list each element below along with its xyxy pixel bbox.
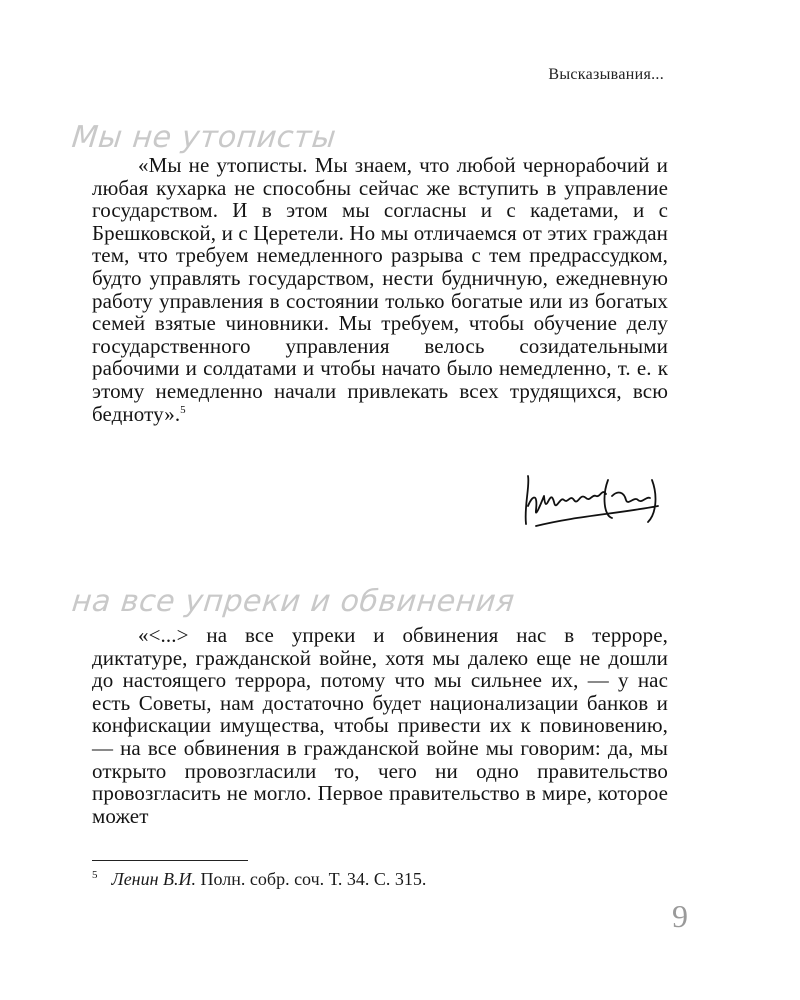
footnote-citation: Полн. собр. соч. Т. 34. С. 315.	[196, 869, 427, 889]
quote-text-1: «Мы не утописты. Мы знаем, что любой чернорабочий и любая кухарка не способны сейчас же вступить в управление государством. И в этом мы согласны и с кадетами, и с Брешковской, и с Церетели. Но мы отличаемся от этих граждан тем, что требуем немедленного разрыва с тем предрассудком, будто управлять государством, нести будничную, ежедневную работу управления в состоянии только богатые или из богатых семей взятые чиновники. Мы требуем, чтобы обучение делу государственного управления велось созидательными рабочими и солдатами и чтобы начато было немедленно, т. е. к этому немедленно начали привлекать всех трудящихся, всю бедноту».	[92, 153, 668, 426]
footnote-number: 5	[92, 869, 98, 881]
quote-paragraph-2	[92, 624, 668, 827]
footnote-author: Ленин В.И.	[111, 869, 197, 889]
quote-text-2: «<...> на все упреки и обвинения нас в терроре, диктатуре, гражданской войне, хотя мы далеко еще не дошли до настоящего террора, потому что мы сильнее их, — у нас есть Советы, нам достаточно будет национализации банков и конфискации имущества, чтобы привести их к повиновению, — на все обвинения в гражданской войне мы говорим: да, мы открыто провозгласили то, чего ни одно правительство провозгласить не могло. Первое правительство в мире, которое может	[92, 623, 668, 828]
quote-paragraph-1	[92, 154, 668, 425]
footnote-reference: 5	[180, 403, 186, 416]
running-header: Высказывания...	[548, 66, 664, 83]
page-number: 9	[672, 898, 688, 934]
section-heading-utopists: Мы не утописты	[70, 120, 338, 155]
footnote	[92, 869, 426, 890]
section-heading-accusations: на все упреки и обвинения	[70, 584, 517, 619]
footnote-divider	[92, 860, 248, 861]
signature-image	[516, 466, 666, 534]
